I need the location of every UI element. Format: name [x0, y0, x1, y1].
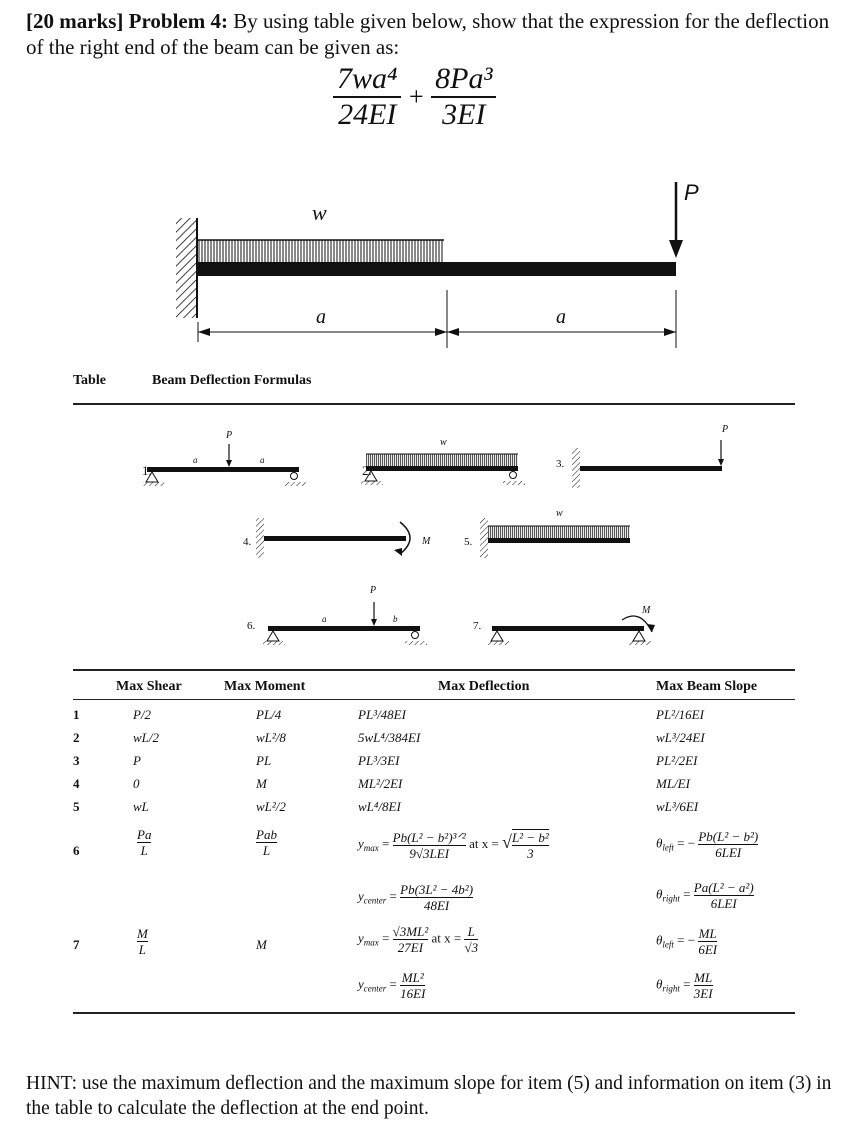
row6-ycenter-sub: center — [363, 895, 387, 906]
row6-ymax-eq: = — [382, 835, 390, 851]
row5-deflection: wL⁴/8EI — [358, 799, 401, 814]
header-max-shear: Max Shear — [116, 679, 182, 694]
row6-x-num: L² − b² — [511, 830, 549, 845]
main-beam-figure — [0, 170, 867, 370]
row6-ymax: $y_{max}$ = Pb(L² − b²)³ᐟ² 9√3LEI at x = √ $\frac{\text{L² − b²}}{3}$ — [358, 829, 549, 861]
row7-theta-left-num: ML — [698, 926, 717, 941]
row7-theta-right-symbol: θ — [656, 976, 663, 992]
row7-ymax — [358, 924, 478, 955]
case1-a2: a — [260, 455, 265, 465]
row6-moment-den: L — [256, 842, 277, 858]
case5-label: 5. — [464, 536, 473, 548]
main-dimension-line — [198, 290, 676, 348]
row6-shear-den: L — [137, 842, 151, 858]
case1-diagram — [142, 444, 306, 486]
case5-diagram — [480, 518, 630, 558]
row7-ycenter-y: y — [358, 976, 364, 992]
table-title: Beam Deflection Formulas — [152, 373, 312, 388]
row6-ycenter — [358, 882, 473, 913]
row2-deflection: 5wL⁴/384EI — [358, 730, 421, 745]
eq-term2-den: 3EI — [431, 96, 496, 132]
row7-shear-num: M — [137, 926, 148, 941]
row7-theta-right-num: ML — [694, 970, 713, 985]
main-label-w: w — [312, 200, 327, 225]
row6-ycenter-num: Pb(3L² − 4b²) — [400, 882, 474, 897]
case3-diagram — [572, 440, 724, 488]
main-wall — [176, 218, 198, 318]
row6-number: 6 — [73, 843, 80, 858]
row6-ymax-y: y — [358, 835, 364, 851]
main-point-load-arrow — [669, 182, 683, 258]
case1-P: P — [226, 430, 233, 441]
row7-ymax-num: √3ML² — [392, 924, 429, 939]
table-bottom-rule — [73, 1012, 795, 1014]
row4-moment: M — [256, 776, 267, 791]
row7-theta-left-sign: = − — [677, 932, 696, 948]
case7-M: M — [642, 605, 651, 616]
row3-moment: PL — [256, 753, 272, 768]
row1-deflection: PL³/48EI — [358, 707, 406, 722]
row6-ycenter-den: 48EI — [400, 897, 473, 913]
case6-P: P — [370, 585, 377, 596]
case1-a1: a — [193, 455, 198, 465]
case-diagrams — [0, 420, 867, 660]
main-label-a-left: a — [316, 306, 326, 328]
row6-at-x: at x = — [469, 835, 499, 851]
row7-number: 7 — [73, 937, 80, 952]
header-max-slope: Max Beam Slope — [656, 679, 758, 694]
row5-number: 5 — [73, 799, 80, 814]
row7-ycenter-sub: center — [363, 983, 387, 994]
case4-diagram — [256, 518, 410, 558]
target-equation — [333, 62, 496, 132]
row2-shear: wL/2 — [133, 730, 160, 745]
row6-theta-right-sub: right — [662, 893, 680, 904]
case4-M: M — [422, 536, 431, 547]
row3-slope: PL²/2EI — [656, 753, 698, 768]
row6-theta-left-num: Pb(L² − b²) — [698, 829, 759, 844]
row6-moment — [256, 827, 277, 858]
row4-slope: ML/EI — [656, 776, 690, 791]
row6-shear-num: Pa — [137, 827, 152, 842]
row7-ymax-y: y — [358, 930, 364, 946]
row6-theta-right — [656, 880, 754, 911]
row7-theta-right-eq: = — [683, 976, 691, 992]
header-max-deflection: Max Deflection — [438, 679, 530, 694]
case3-label: 3. — [556, 458, 565, 470]
row6-theta-left-symbol: θ — [656, 835, 663, 851]
row2-number: 2 — [73, 730, 80, 745]
table-top-rule — [73, 403, 795, 405]
header-top-rule — [73, 669, 795, 671]
table-label: Table — [73, 373, 106, 388]
row6-theta-left — [656, 829, 758, 860]
row6-theta-right-eq: = — [683, 886, 691, 902]
row7-ycenter-eq: = — [389, 976, 397, 992]
eq-term1-den: 24EI — [333, 96, 401, 132]
row7-theta-left-symbol: θ — [656, 932, 663, 948]
row7-ycenter-num: ML² — [401, 970, 424, 985]
row7-theta-left-sub: left — [662, 939, 674, 950]
row3-shear: P — [133, 753, 141, 768]
row6-ymax-sub: max — [363, 842, 379, 853]
row3-number: 3 — [73, 753, 80, 768]
header-max-moment: Max Moment — [224, 679, 306, 694]
case2-label: 2. — [362, 463, 372, 478]
case6-b: b — [393, 614, 398, 624]
row6-theta-left-sub: left — [662, 842, 674, 853]
row7-ycenter — [358, 970, 425, 1001]
row7-theta-left-den: 6EI — [698, 942, 718, 957]
row5-slope: wL³/6EI — [656, 799, 699, 814]
eq-plus: + — [408, 82, 424, 111]
row6-ycenter-y: y — [358, 888, 364, 904]
problem-text: By using table given below, show that the expression for the deflection of the right end of the beam can be given as: — [26, 9, 830, 59]
row4-number: 4 — [73, 776, 80, 791]
row5-moment: wL²/2 — [256, 799, 286, 814]
row7-ycenter-den: 16EI — [400, 986, 426, 1001]
row6-shear — [137, 827, 151, 858]
case5-w: w — [556, 508, 563, 519]
case7-label: 7. — [473, 620, 482, 632]
row7-ymax-eq: = — [382, 930, 390, 946]
row2-slope: wL³/24EI — [656, 730, 705, 745]
problem-marks: [20 marks] Problem 4: — [26, 9, 228, 33]
row1-shear: P/2 — [133, 707, 152, 722]
row6-moment-num: Pab — [256, 827, 277, 842]
row6-theta-left-den: 6LEI — [698, 844, 758, 860]
row7-theta-left — [656, 926, 717, 957]
row7-at-x: at x = — [431, 930, 462, 946]
row4-shear: 0 — [133, 776, 140, 791]
row1-slope: PL²/16EI — [656, 707, 704, 722]
case2-w: w — [440, 437, 447, 448]
row1-moment: PL/4 — [256, 707, 282, 722]
row6-ymax-num: Pb(L² − b²)³ᐟ² — [392, 829, 466, 845]
row6-theta-right-den: 6LEI — [694, 895, 754, 911]
row7-shear-den: L — [138, 942, 147, 957]
case4-label: 4. — [243, 536, 252, 548]
row6-ymax-den: 9√3LEI — [393, 845, 466, 861]
header-bottom-rule — [73, 699, 795, 700]
row7-theta-right-sub: right — [662, 983, 680, 994]
row4-deflection: ML²/2EI — [358, 776, 403, 791]
main-beam — [198, 262, 676, 276]
row7-shear — [137, 926, 148, 957]
case7-diagram — [487, 616, 655, 645]
row6-theta-right-num: Pa(L² − a²) — [693, 880, 754, 895]
main-label-a-right: a — [556, 306, 566, 328]
case6-label: 6. — [247, 620, 256, 632]
case3-P: P — [722, 424, 729, 435]
row5-shear: wL — [133, 799, 149, 814]
row2-moment: wL²/8 — [256, 730, 286, 745]
row6-theta-left-sign: = − — [677, 835, 696, 851]
case1-label: 1. — [142, 463, 152, 478]
problem-statement — [26, 8, 846, 60]
row6-theta-right-symbol: θ — [656, 886, 663, 902]
row1-number: 1 — [73, 707, 80, 722]
row7-theta-right — [656, 970, 713, 1001]
row7-ymax-sub: max — [363, 937, 379, 948]
row7-x-den: √3 — [464, 940, 479, 955]
case6-diagram — [263, 602, 427, 645]
row7-moment: M — [256, 937, 267, 952]
eq-term1-num: 7wa⁴ — [337, 62, 398, 95]
row7-theta-right-den: 3EI — [693, 986, 713, 1001]
case2-diagram — [361, 454, 525, 485]
row7-ymax-den: 27EI — [393, 939, 429, 955]
row6-ycenter-eq: = — [389, 888, 397, 904]
main-distributed-load — [198, 240, 444, 262]
hint-text: HINT: use the maximum deflection and the maximum slope for item (5) and information on item (3) in the table to calculate the deflection at the end point. — [26, 1073, 832, 1119]
eq-term2-num: 8Pa³ — [435, 62, 493, 95]
row6-x-den: 3 — [512, 845, 549, 861]
case6-a: a — [322, 614, 327, 624]
row3-deflection: PL³/3EI — [358, 753, 400, 768]
row7-x-num: L — [467, 924, 475, 939]
main-label-P: P — [684, 180, 699, 205]
